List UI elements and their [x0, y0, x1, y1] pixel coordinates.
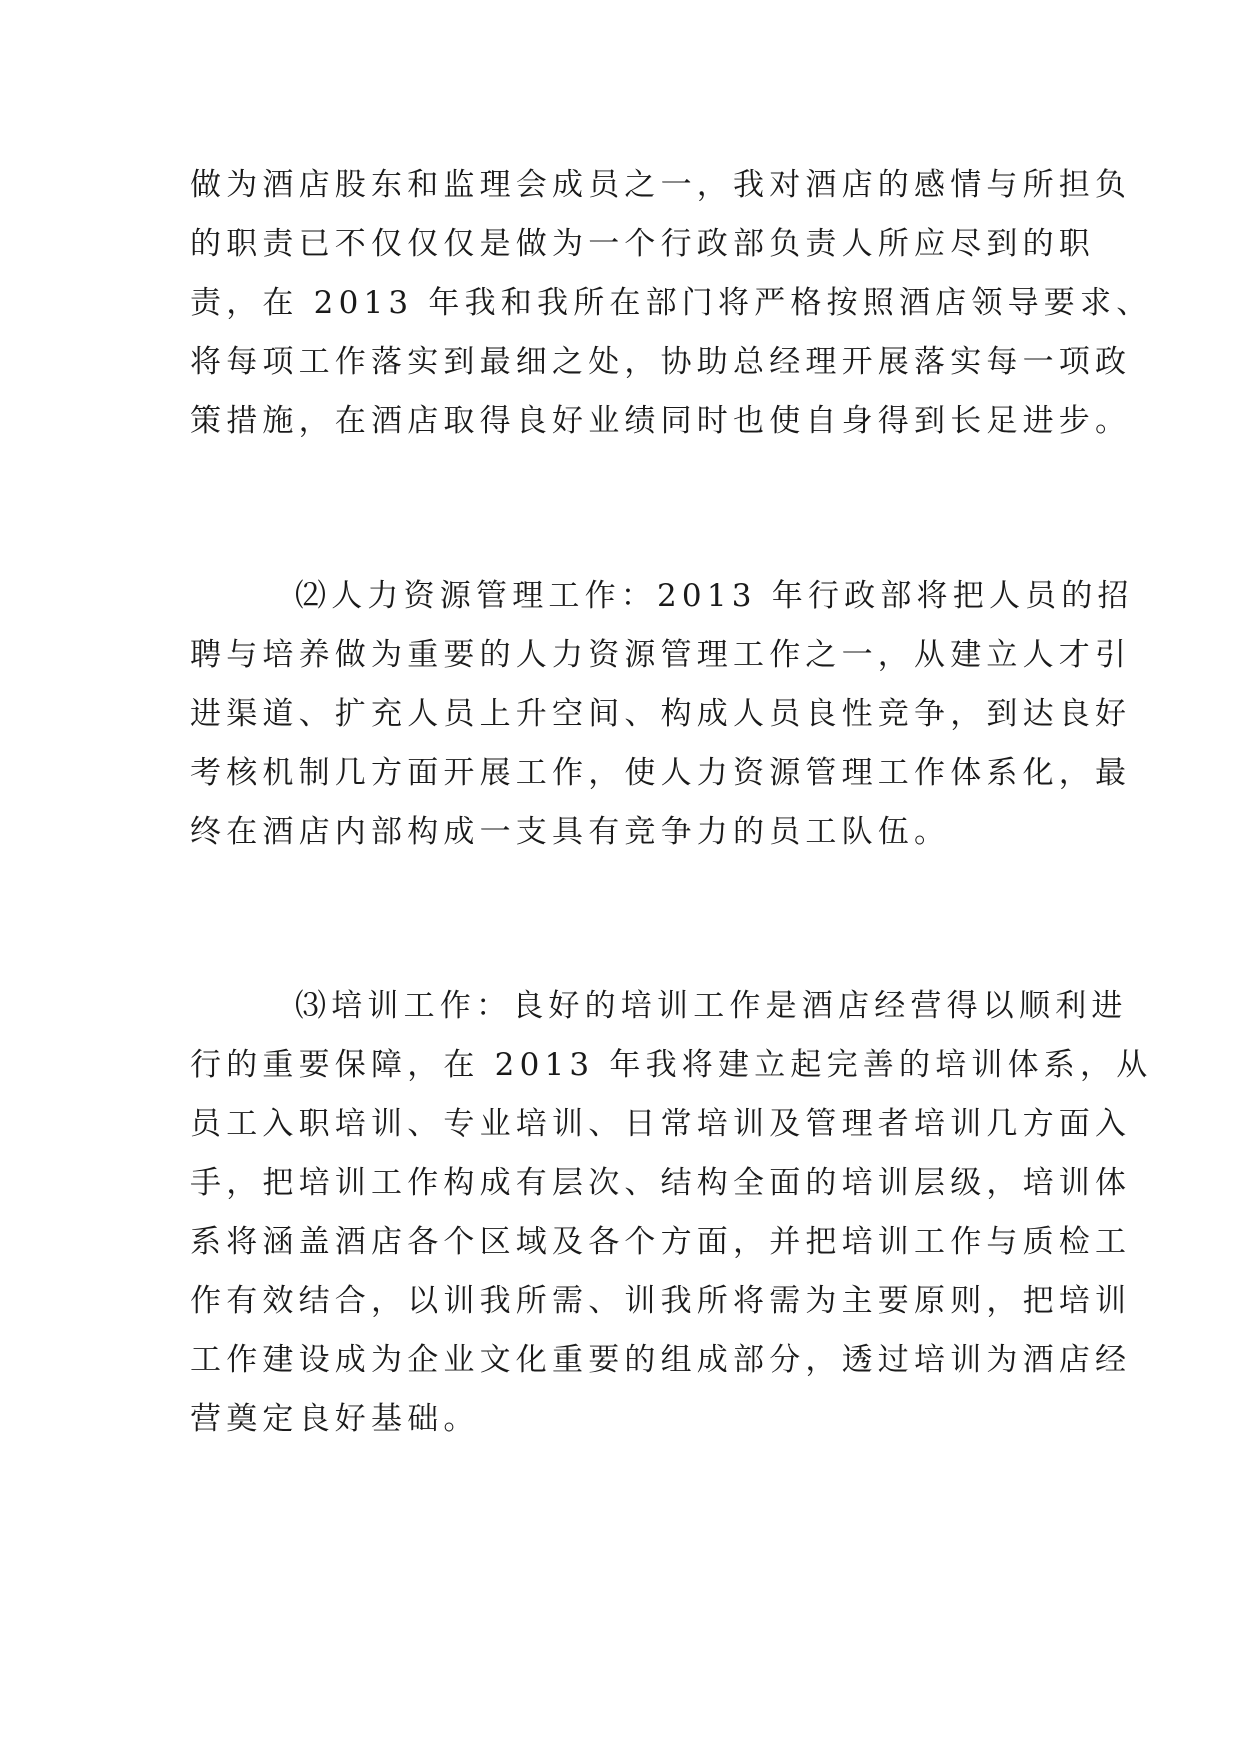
paragraph-line: 聘与培养做为重要的人力资源管理工作之一，从建立人才引	[190, 637, 1132, 673]
paragraph-line: 的职责已不仅仅仅是做为一个行政部负责人所应尽到的职	[190, 226, 1095, 262]
paragraph-line: 考核机制几方面开展工作，使人力资源管理工作体系化，最	[190, 755, 1132, 791]
paragraph-line: 做为酒店股东和监理会成员之一，我对酒店的感情与所担负	[190, 167, 1132, 203]
paragraph-line: 责，在 2013 年我和我所在部门将严格按照酒店领导要求、	[190, 285, 1153, 321]
paragraph-line: 工作建设成为企业文化重要的组成部分，透过培训为酒店经	[190, 1342, 1132, 1378]
paragraph-line: 将每项工作落实到最细之处，协助总经理开展落实每一项政	[190, 344, 1132, 380]
paragraph-line: ⑵人力资源管理工作：2013 年行政部将把人员的招	[295, 578, 1134, 614]
paragraph-line: 终在酒店内部构成一支具有竞争力的员工队伍。	[190, 814, 951, 850]
paragraph-line: 系将涵盖酒店各个区域及各个方面，并把培训工作与质检工	[190, 1224, 1132, 1260]
paragraph-line: 进渠道、扩充人员上升空间、构成人员良性竞争，到达良好	[190, 696, 1132, 732]
paragraph-line: 营奠定良好基础。	[190, 1401, 480, 1437]
paragraph-line: 员工入职培训、专业培训、日常培训及管理者培训几方面入	[190, 1106, 1132, 1142]
paragraph-line: 作有效结合，以训我所需、训我所将需为主要原则，把培训	[190, 1283, 1132, 1319]
paragraph-line: 行的重要保障，在 2013 年我将建立起完善的培训体系，从	[190, 1047, 1153, 1083]
paragraph-line: ⑶培训工作：良好的培训工作是酒店经营得以顺利进	[295, 988, 1128, 1024]
paragraph-line: 策措施，在酒店取得良好业绩同时也使自身得到长足进步。	[190, 403, 1132, 439]
paragraph-line: 手，把培训工作构成有层次、结构全面的培训层级，培训体	[190, 1165, 1132, 1201]
